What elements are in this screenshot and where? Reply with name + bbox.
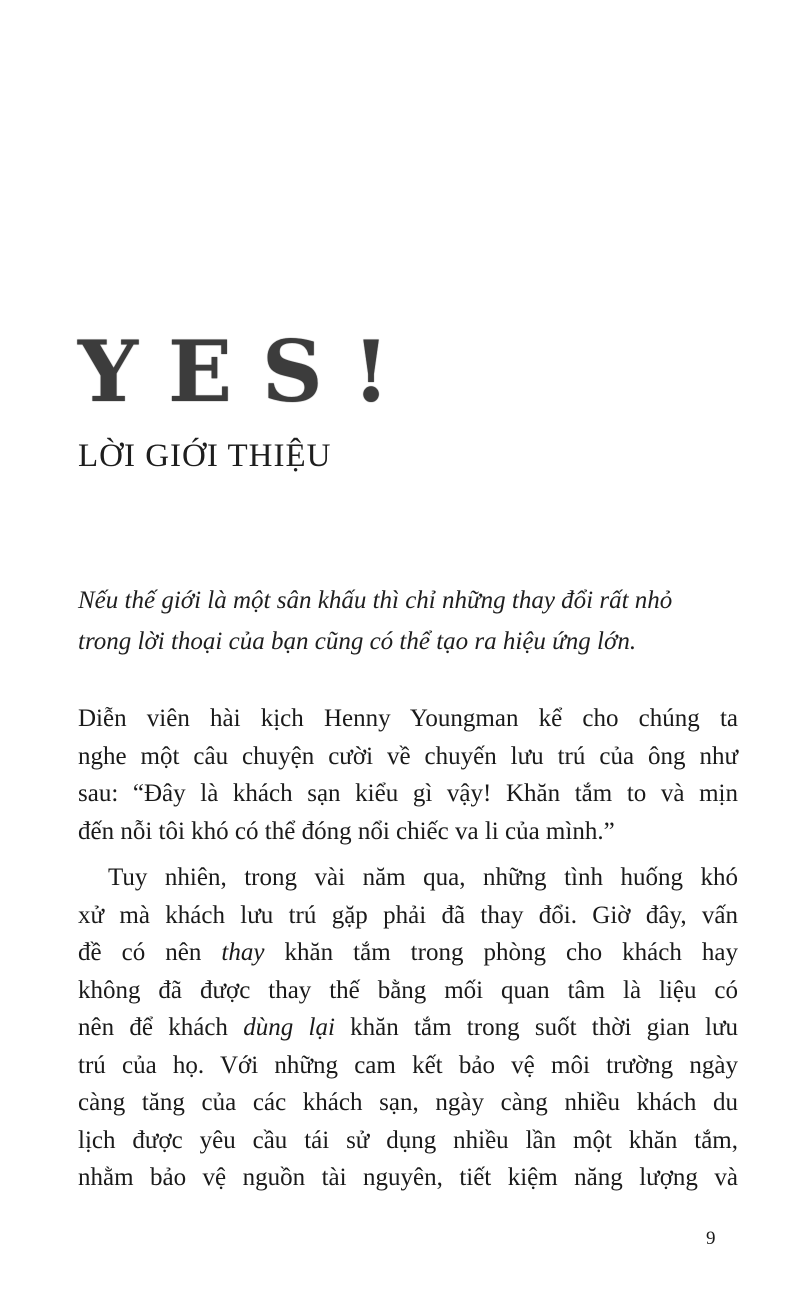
body-text [78,700,738,1206]
paragraph-line: Diễn viên hài kịch Henny Youngman kể cho chúng ta [78,705,738,732]
epigraph-line: trong lời thoại của bạn cũng có thể tạo ra hiệu ứng lớn. [78,628,637,655]
text-segment: khăn tắm trong suốt thời gian lưu [334,1014,738,1041]
paragraph-2 [78,859,738,1197]
chapter-heading: LỜI GIỚI THIỆU [78,438,332,474]
paragraph-1 [78,700,738,850]
paragraph-line: nghe một câu chuyện cười về chuyến lưu trú của ông như [78,742,738,770]
paragraph-line: đến nỗi tôi khó có thể đóng nổi chiếc va li của mình.” [78,817,615,845]
paragraph-line: nhằm bảo vệ nguồn tài nguyên, tiết kiệm năng lượng và [78,1164,738,1191]
epigraph [78,580,738,662]
emphasis-text: dùng lại [243,1014,335,1041]
epigraph-line: Nếu thế giới là một sân khấu thì chỉ những thay đổi rất nhỏ [78,587,673,614]
text-segment: nên để khách [78,1014,244,1041]
paragraph-line: sau: “Đây là khách sạn kiểu gì vậy! Khăn tắm to và mịn [78,780,738,807]
emphasis-text: thay [221,939,265,966]
text-segment: đề có nên [78,939,222,966]
paragraph-line [78,1009,738,1047]
paragraph-line [78,934,738,972]
chapter-title-mark: YES! [78,322,420,421]
text-segment: khăn tắm trong phòng cho khách hay [264,939,738,966]
paragraph-line: không đã được thay thế bằng mối quan tâm là liệu có [78,976,738,1004]
paragraph-line: Tuy nhiên, trong vài năm qua, những tình huống khó [108,864,738,891]
paragraph-line: lịch được yêu cầu tái sử dụng nhiều lần một khăn tắm, [78,1126,738,1154]
paragraph-line: trú của họ. Với những cam kết bảo vệ môi trường ngày [78,1051,738,1079]
page-number: 9 [706,1228,716,1249]
paragraph-line: càng tăng của các khách sạn, ngày càng nhiều khách du [78,1089,738,1116]
paragraph-line: xử mà khách lưu trú gặp phải đã thay đổi. Giờ đây, vấn [78,901,738,929]
